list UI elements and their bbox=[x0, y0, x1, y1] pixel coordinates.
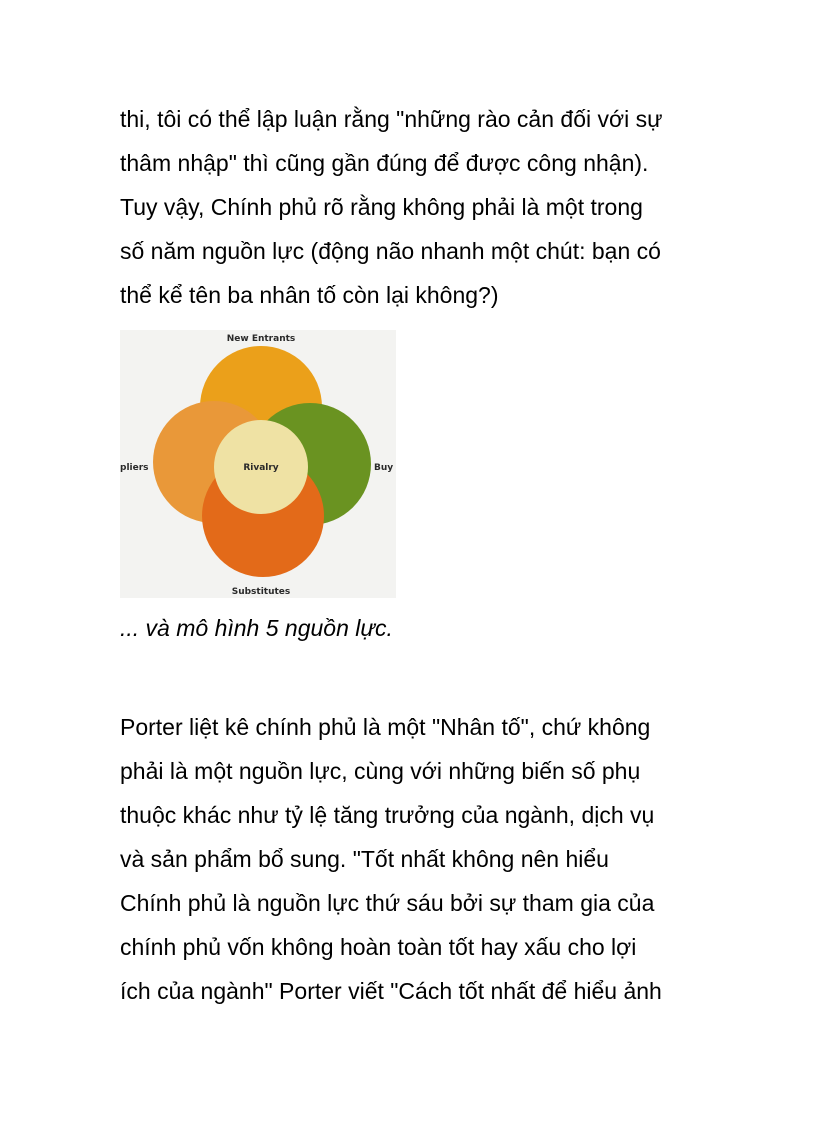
paragraph-line: Tuy vậy, Chính phủ rõ rằng không phải là một trong bbox=[120, 194, 643, 220]
label-substitutes: Substitutes bbox=[231, 587, 291, 597]
paragraph-line: phải là một nguồn lực, cùng với những biến số phụ bbox=[120, 758, 641, 784]
paragraph-line: thi, tôi có thể lập luận rằng "những rào cản đối với sự bbox=[120, 106, 663, 132]
paragraph-line: Porter liệt kê chính phủ là một "Nhân tố", chứ không bbox=[120, 714, 651, 740]
label-new-entrants: New Entrants bbox=[226, 334, 296, 344]
label-rivalry: Rivalry bbox=[243, 463, 279, 473]
paragraph-line: thâm nhập" thì cũng gần đúng để được công nhận). bbox=[120, 150, 649, 176]
paragraph-line: thể kể tên ba nhân tố còn lại không?) bbox=[120, 282, 499, 308]
paragraph-line: Chính phủ là nguồn lực thứ sáu bởi sự tham gia của bbox=[120, 890, 655, 916]
paragraph-line: và sản phẩm bổ sung. "Tốt nhất không nên hiểu bbox=[120, 846, 609, 872]
paragraph-line: ích của ngành" Porter viết "Cách tốt nhất để hiểu ảnh bbox=[120, 978, 662, 1004]
five-forces-diagram bbox=[120, 330, 396, 598]
paragraph-1 bbox=[120, 97, 720, 317]
paragraph-2 bbox=[120, 705, 720, 1013]
label-buyers: Buy bbox=[374, 463, 394, 473]
label-suppliers: pliers bbox=[120, 463, 149, 473]
paragraph-line: thuộc khác như tỷ lệ tăng trưởng của ngành, dịch vụ bbox=[120, 802, 655, 828]
figure-caption: ... và mô hình 5 nguồn lực. bbox=[120, 615, 393, 641]
five-forces-figure bbox=[120, 330, 396, 598]
paragraph-line: số năm nguồn lực (động não nhanh một chút: bạn có bbox=[120, 238, 661, 264]
paragraph-line: chính phủ vốn không hoàn toàn tốt hay xấu cho lợi bbox=[120, 934, 637, 960]
